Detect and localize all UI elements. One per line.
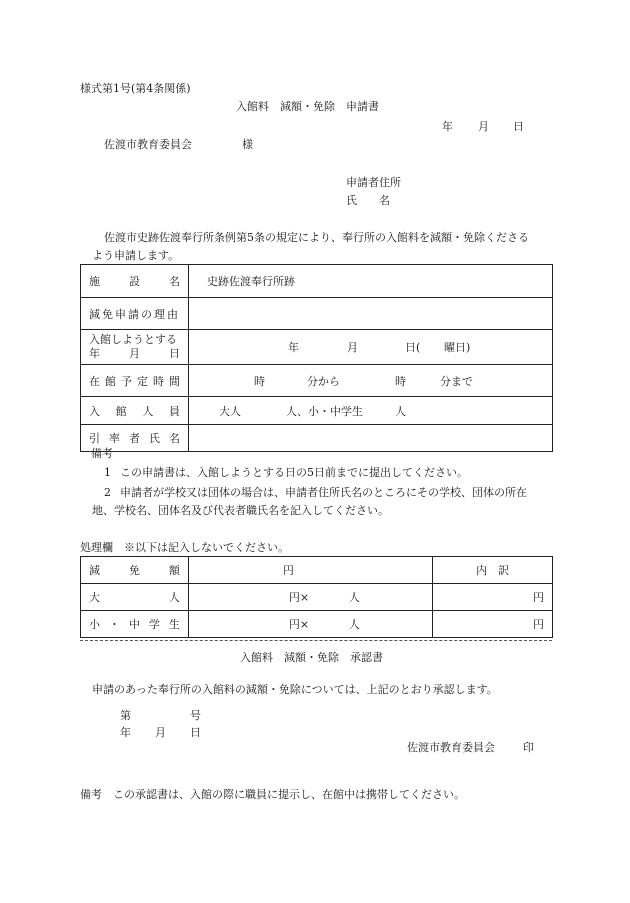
note-2-number: 2 — [104, 486, 111, 499]
reduction-amount-cell — [188, 557, 432, 584]
reduction-label-cell — [81, 557, 189, 584]
adult-label-char: 人 — [168, 591, 180, 604]
stay-time-label-char: 予 — [120, 374, 132, 388]
stay-from-unit: 分から — [306, 374, 340, 388]
stay-time-label-char: 定 — [136, 374, 148, 388]
visit-day-unit: 日( — [404, 341, 421, 354]
child-label-char: 学 — [148, 618, 160, 631]
child-label-char: 小 — [89, 618, 100, 631]
approval-month: 月 — [155, 726, 166, 739]
visit-date-label-char: 月 — [128, 347, 140, 360]
child-calc-cell — [188, 611, 432, 638]
child-calc-people: 人 — [348, 618, 360, 631]
leader-label-char: 氏 — [148, 432, 160, 445]
visit-date-label-char: 日 — [168, 347, 180, 360]
stay-until-unit: 分まで — [439, 374, 473, 388]
intro-line-2: よう申請します。 — [92, 249, 180, 262]
leader-name-field[interactable] — [188, 425, 552, 452]
processing-adult-row — [81, 584, 553, 611]
approval-body: 申請のあった奉行所の入館料の減額・免除については、上記のとおり承認します。 — [92, 683, 498, 696]
addressee-honorific: 様 — [242, 138, 253, 151]
visitors-adult-label: 大人 — [218, 404, 241, 418]
stay-time-field[interactable] — [188, 365, 552, 397]
visitors-label-char: 員 — [168, 404, 180, 418]
approval-issuer: 佐渡市教育委員会 — [407, 741, 495, 754]
note-2-text-line-1: 申請者が学校又は団体の場合は、申請者住所氏名のところにその学校、団体の所在 — [120, 486, 527, 499]
child-label-cell — [81, 611, 189, 638]
leader-label-char: 者 — [128, 432, 140, 445]
visitors-label-char: 入 — [89, 404, 100, 418]
row-reason — [81, 298, 553, 330]
visitors-child-unit: 人 — [394, 404, 406, 418]
approval-day: 日 — [190, 726, 201, 739]
processing-child-row — [81, 611, 553, 638]
processing-header-row — [81, 557, 553, 584]
visit-weekday-unit: 曜日) — [443, 341, 471, 354]
breakdown-header: 内 訳 — [433, 557, 553, 584]
facility-value: 史跡佐渡奉行所跡 — [188, 265, 552, 298]
adult-label-cell — [81, 584, 189, 611]
date-month: 月 — [478, 120, 489, 133]
note-2-text-line-2: 地、学校名、団体名及び代表者職氏名を記入してください。 — [92, 504, 389, 517]
child-label-char: 中 — [128, 618, 140, 631]
reason-label: 減免申請の理由 — [81, 298, 189, 330]
visit-year-unit: 年 — [287, 341, 299, 354]
date-day: 日 — [513, 120, 524, 133]
leader-label-char: 名 — [168, 432, 180, 445]
facility-label-char: 施 — [89, 275, 100, 288]
adult-total-yen: 円 — [433, 584, 553, 611]
stay-hour-from-unit: 時 — [253, 374, 265, 388]
reason-field[interactable] — [188, 298, 552, 330]
note-1-number: 1 — [104, 466, 111, 479]
footer-note: 備考 この承認書は、入館の際に職員に提示し、在館中は携帯してください。 — [80, 788, 465, 801]
visit-month-unit: 月 — [346, 341, 358, 354]
stay-hour-until-unit: 時 — [394, 374, 406, 388]
child-label-char: 生 — [168, 618, 180, 631]
approval-seal: 印 — [523, 741, 534, 754]
adult-calc-yen: 円× — [288, 591, 310, 604]
approval-year: 年 — [120, 726, 131, 739]
visitors-label-char: 館 — [115, 404, 127, 418]
visit-date-label-char: 年 — [89, 347, 100, 360]
row-visit-date — [81, 330, 553, 365]
applicant-name-label: 氏 名 — [346, 194, 390, 207]
applicant-address-label: 申請者住所 — [346, 176, 401, 189]
stay-time-label-cell — [81, 365, 189, 397]
cut-line-divider — [80, 640, 552, 641]
note-1-text: この申請書は、入館しようとする日の5日前までに提出してください。 — [120, 466, 468, 479]
processing-label: 処理欄 ※以下は記入しないでください。 — [80, 541, 289, 554]
facility-label-char: 設 — [128, 275, 140, 288]
row-leader — [81, 425, 553, 452]
adult-calc-cell — [188, 584, 432, 611]
intro-line-1: 佐渡市史跡佐渡奉行所条例第5条の規定により、奉行所の入館料を減額・免除くださる — [104, 231, 529, 244]
visitors-label-char: 人 — [142, 404, 154, 418]
child-label-char: ・ — [108, 618, 120, 631]
document-title: 入館料 減額・免除 申請書 — [236, 100, 379, 113]
visitors-adult-unit: 人、小・中学生 — [285, 404, 363, 418]
child-total-yen: 円 — [433, 611, 553, 638]
notes-heading: 備考 — [91, 447, 113, 460]
visit-date-label-line-1: 入館しようとする — [89, 333, 177, 346]
approval-number-suffix: 号 — [190, 709, 201, 722]
visitors-label-cell — [81, 397, 189, 425]
reduction-label-char: 免 — [128, 564, 140, 577]
visit-date-label-cell — [81, 330, 189, 365]
stay-time-label-char: 時 — [152, 374, 164, 388]
stay-time-label-char: 館 — [104, 374, 116, 388]
facility-label-char: 名 — [168, 275, 180, 288]
adult-label-char: 大 — [89, 591, 100, 604]
application-table — [80, 264, 553, 452]
visit-date-field[interactable] — [188, 330, 552, 365]
approval-number-prefix: 第 — [120, 709, 131, 722]
child-calc-yen: 円× — [288, 618, 310, 631]
row-visitors — [81, 397, 553, 425]
facility-label-cell — [81, 265, 189, 298]
visitors-field[interactable] — [188, 397, 552, 425]
reduction-yen-unit: 円 — [282, 564, 294, 577]
leader-label-char: 引 — [89, 432, 100, 445]
processing-table — [80, 556, 553, 638]
row-stay-time — [81, 365, 553, 397]
reduction-label-char: 減 — [89, 564, 100, 577]
approval-title: 入館料 減額・免除 承認書 — [240, 651, 383, 664]
stay-time-label-char: 間 — [168, 374, 180, 388]
form-number: 様式第1号(第4条関係) — [80, 82, 191, 95]
addressee-name: 佐渡市教育委員会 — [104, 138, 192, 151]
stay-time-label-char: 在 — [89, 374, 100, 388]
date-year: 年 — [442, 120, 453, 133]
leader-label-char: 率 — [108, 432, 120, 445]
row-facility — [81, 265, 553, 298]
reduction-label-char: 額 — [168, 564, 180, 577]
adult-calc-people: 人 — [348, 591, 360, 604]
